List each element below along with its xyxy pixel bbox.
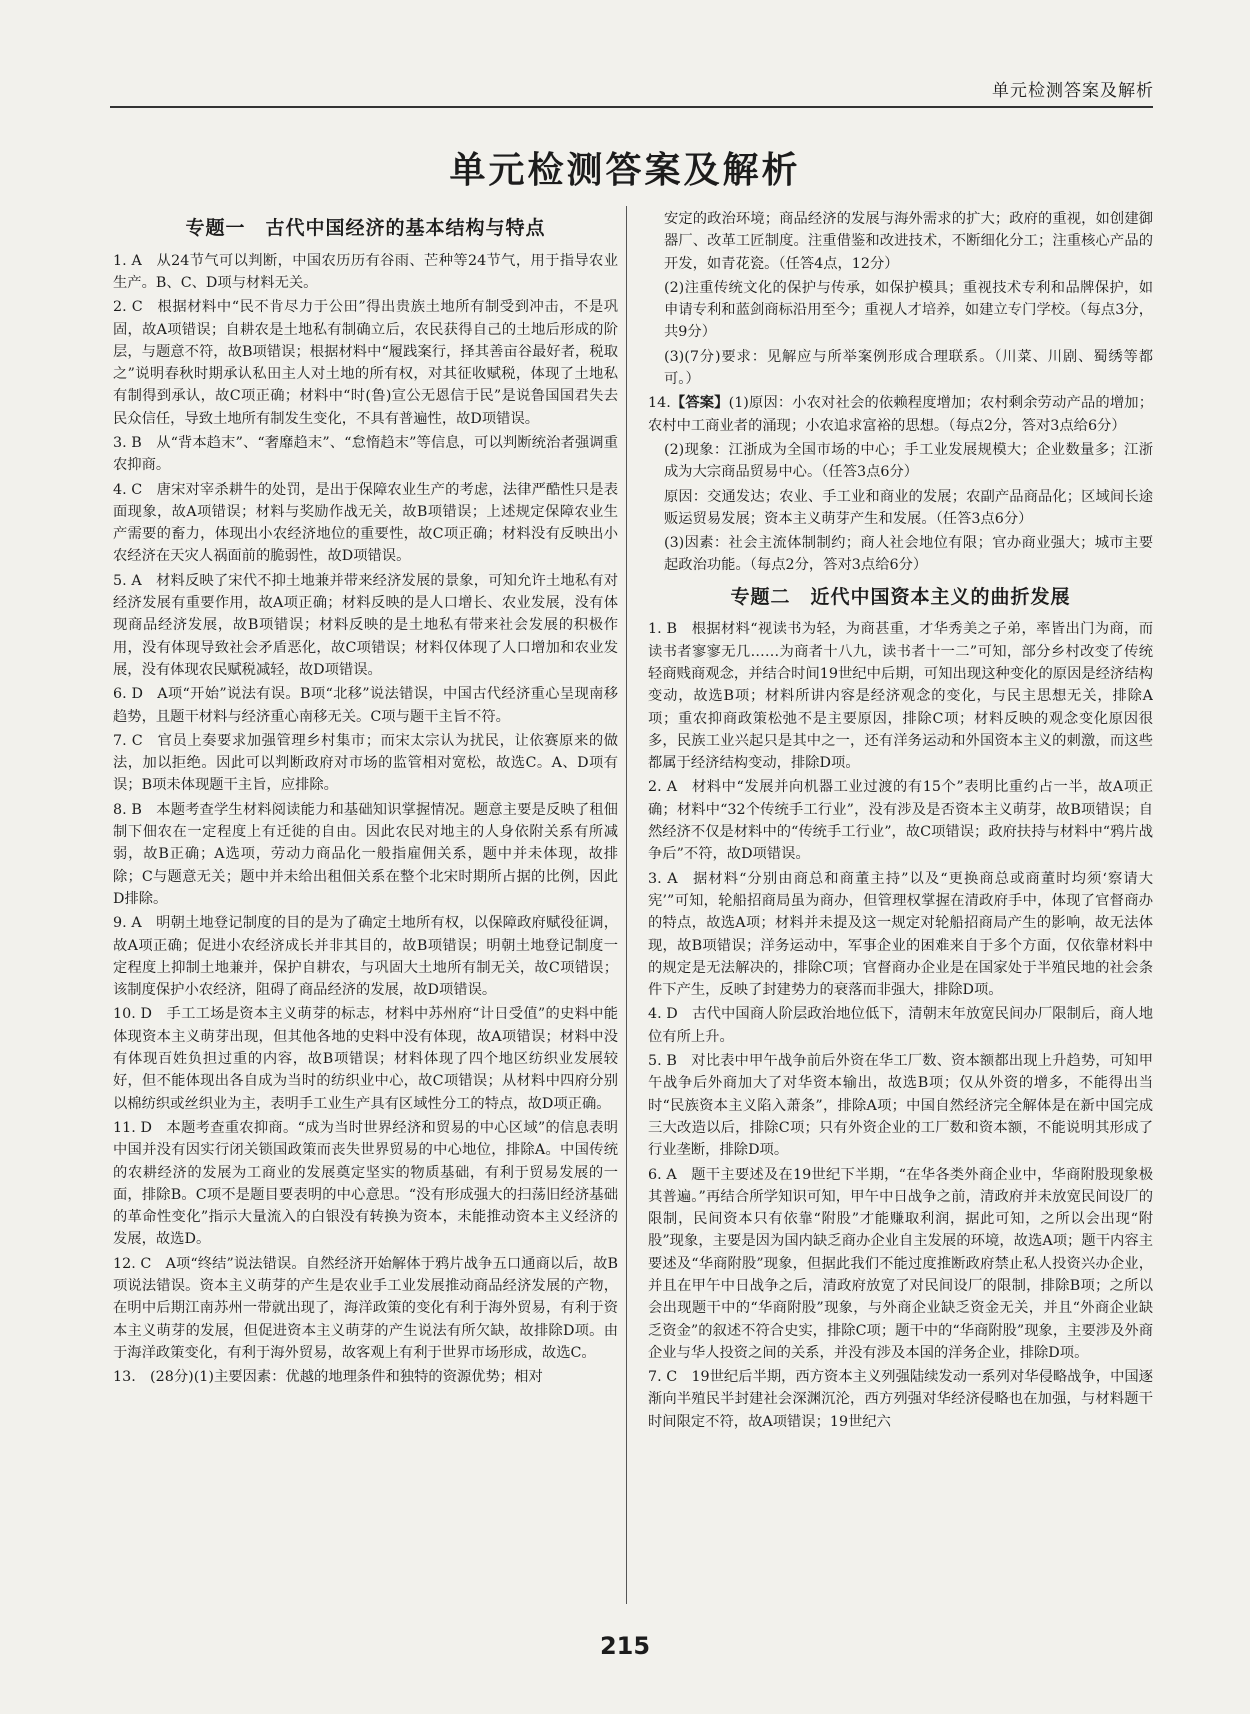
- answer-14-part: (2)现象：江浙成为全国市场的中心；手工业发展规模大；企业数量多；江浙成为大宗商品贸易中心。（任答3点6分）: [664, 441, 1153, 481]
- answer-13-part: (2)注重传统文化的保护与传承，如保护模具；重视技术专利和品牌保护，如申请专利和蓝剑商标沿用至今；重视人才培养，如建立专门学校。（每点3分，共9分）: [664, 279, 1153, 341]
- answer-text: (28分)(1)主要因素：优越的地理条件和独特的资源优势；相对: [150, 1369, 543, 1386]
- answer-number: 7. C: [648, 1369, 678, 1386]
- answer-13-part: 安定的政治环境；商品经济的发展与海外需求的扩大；政府的重视，如创建御器厂、改革工匠制度。注重借鉴和改进技术，不断细化分工；注重核心产品的开发，如青花瓷。（任答4点，12分）: [664, 211, 1153, 272]
- answer-text: 题干主要述及在19世纪下半期，“在华各类外商企业中，华商附股现象极其普遍。”再结合所学知识可知，甲午中日战争之前，清政府并未放宽民间设厂的限制，民间资本只有依靠“附股”才能赚取利润，据此可知，之所以会出现“附股”现象，主要是因为国内缺乏商办企业自主发展的环境，故选A项；题干内容主要述及“华商附股”现象，但据此我们不能过度推断政府禁止私人投资兴办企业，并且在甲午中日战争之后，清政府放宽了对民间设厂的限制，排除B项；之所以会出现题干中的“华商附股”现象，与外商企业缺乏资金无关，并且“外商企业缺乏资金”的叙述不符合史实，排除C项；题干中的“华商附股”现象，主要涉及外商企业与华人投资之间的关系，并没有涉及本国的洋务企业，排除D项。: [648, 1166, 1153, 1361]
- answer-number: 1. B: [648, 621, 678, 638]
- answer-14-part: 原因：交通发达；农业、手工业和商业的发展；农副产品商品化；区域间长途贩运贸易发展；资本主义萌芽产生和发展。（任答3点6分）: [664, 488, 1153, 527]
- answer-text: 本题考查重农抑商。“成为当时世界经济和贸易的中心区域”的信息表明中国并没有因实行闭关锁国政策而丧失世界贸易的中心地位，排除A。中国传统的农耕经济的发展为工商业的发展奠定坚实的物质基础，有利于贸易发展的一面，排除B。C项不是题目要表明的中心意思。“没有形成强大的扫荡旧经济基础的革命性变化”指示大量流入的白银没有转换为资本，未能推动资本主义经济的发展，故选D。: [113, 1119, 618, 1248]
- answer-item: [648, 1366, 1153, 1433]
- answer-text: 从24节气可以判断，中国农历历有谷雨、芒种等24节气，用于指导农业生产。B、C、D项与材料无关。: [113, 252, 618, 291]
- answer-item: [113, 799, 618, 910]
- answer-number: 2. A: [648, 779, 678, 796]
- answer-text: 从“背本趋末”、“奢靡趋末”、“怠惰趋末”等信息，可以判断统治者强调重农抑商。: [113, 435, 618, 474]
- answer-item: [113, 1253, 618, 1364]
- answer-number: 12. C: [113, 1255, 152, 1272]
- answer-text: 材料中“发展并向机器工业过渡的有15个”表明比重约占一半，故A项正确；材料中“32个传统手工行业”，没有涉及是否资本主义萌芽，故B项错误；自然经济不仅是材料中的“传统手工行业”，故C项错误；政府扶持与材料中“鸦片战争后”不符，故D项错误。: [648, 779, 1153, 863]
- answer-text: A项“开始”说法有误。B项“北移”说法错误，中国古代经济重心呈现南移趋势，且题干材料与经济重心南移无关。C项与题干主旨不符。: [113, 686, 618, 725]
- left-column: [113, 208, 618, 1612]
- answer-item: [113, 912, 618, 1001]
- answer-item: [648, 618, 1153, 774]
- page-number: 215: [599, 1632, 651, 1660]
- answer-list-2: [648, 618, 1153, 1433]
- answer-item: [113, 432, 618, 477]
- answer-item: [648, 1003, 1153, 1048]
- answer-number: 10. D: [113, 1006, 152, 1023]
- answer-text: 根据材料“视读书为轻，为商甚重，才华秀美之子弟，率皆出门为商，而读书者寥寥无几……为商者十八九，读书者十一二”可知，部分乡村改变了传统轻商贱商观念，并结合时间19世纪中后期，可知出现这种变化的原因是经济结构变动，故选B项；材料所讲内容是经济观念的变化，与民主思想无关，排除A项；重农抑商政策松弛不是主要原因，排除C项；材料反映的观念变化原因很多，民族工业兴起只是其中之一，还有洋务运动和外国资本主义的刺激，而这些都属于经济结构变动，排除D项。: [648, 621, 1153, 772]
- answer-13-continuation: [648, 208, 1153, 390]
- answer-13-part: (3)(7分)要求：见解应与所举案例形成合理联系。（川菜、川剧、蜀绣等都可。）: [664, 348, 1153, 388]
- answer-number: 8. B: [113, 801, 142, 818]
- answer-text: 根据材料中“民不肯尽力于公田”得出贵族土地所有制受到冲击，不是巩固，故A项错误；自耕农是土地私有制确立后，农民获得自己的土地后形成的阶层，与题意不符，故B项错误；根据材料中“履践案行，择其善亩谷最好者，税取之”说明春秋时期承认私田主人对土地的所有权，对其征收赋税，体现了土地私有制得到承认，故C项正确；材料中“时(鲁)宣公无恩信于民”是说鲁国国君失去民众信任，导致土地所有制发生变化，不具有普遍性，故D项错误。: [113, 299, 618, 427]
- answer-number: 9. A: [113, 915, 142, 932]
- answer-item: [648, 1164, 1153, 1365]
- answer-text: 手工工场是资本主义萌芽的标志，材料中苏州府“计日受值”的史料中能体现资本主义萌芽出现，但其他各地的史料中没有体现，故A项错误；材料中没有体现百姓负担过重的内容，故B项错误；材料体现了四个地区纺织业发展较好，但不能体现出各自成为当时的纺织业中心，故C项错误；从材料中四府分别以棉纺织或丝织业为主，表明手工业生产具有区域性分工的特点，故D项正确。: [113, 1006, 618, 1112]
- answer-number: 4. C: [113, 481, 143, 498]
- answer-text: 本题考查学生材料阅读能力和基础知识掌握情况。题意主要是反映了租佃制下佃农在一定程度上有迁徙的自由。因此农民对地主的人身依附关系有所减弱，故B正确；A选项，劳动力商品化一般指雇佣关系，题中并未体现，故排除；C与题意无关；题中并未给出租佃关系在整个北宋时期所占据的比例，因此D排除。: [113, 801, 618, 907]
- answer-number: 4. D: [648, 1006, 678, 1023]
- answer-number: 3. B: [113, 435, 142, 451]
- answer-text: A项“终结”说法错误。自然经济开始解体于鸦片战争五口通商以后，故B项说法错误。资本主义萌芽的产生是农业手工业发展推动商品经济发展的产物，在明中后期江南苏州一带就出现了，海洋政策的变化有利于海外贸易，有利于资本主义萌芽的发展，但促进资本主义萌芽的产生说法有所欠缺，故排除D项。由于海洋政策变化，有利于海外贸易，故客观上有利于世界市场形成，故选C。: [113, 1255, 618, 1361]
- answer-item: [648, 868, 1153, 1002]
- answer-item: [113, 1117, 618, 1251]
- answer-item: [113, 730, 618, 797]
- answer-number: 5. B: [648, 1053, 677, 1070]
- answer-number: 2. C: [113, 299, 143, 316]
- answer-text: 明朝土地登记制度的目的是为了确定土地所有权，以保障政府赋役征调，故A项正确；促进小农经济成长并非其目的，故B项错误；明朝土地登记制度一定程度上抑制土地兼并，保护自耕农，与巩固大土地所有制无关，故C项错误；该制度保护小农经济，阻碍了商品经济的发展，故D项错误。: [113, 915, 618, 999]
- answer-text: 材料反映了宋代不抑土地兼并带来经济发展的景象，可知允许土地私有对经济发展有重要作用，故A项正确；材料反映的是人口增长、农业发展，没有体现商品经济发展，故B项错误；材料反映的是土地私有带来社会发展的积极作用，没有体现导致社会矛盾恶化，故C项错误；材料仅体现了人口增加和农业发展，没有体现农民赋税减轻，故D项错误。: [113, 572, 618, 678]
- answer-item: [113, 479, 618, 568]
- answer-number: 6. D: [113, 686, 143, 703]
- section-heading-2: 专题二 近代中国资本主义的曲折发展: [730, 585, 1071, 608]
- answer-item: [648, 776, 1153, 865]
- answer-text: 对比表中甲午战争前后外资在华工厂数、资本额都出现上升趋势，可知甲午战争后外商加大了对华资本输出，故选B项；仅从外资的增多，不能得出当时“民族资本主义陷入萧条”，排除A项；中国自然经济完全解体是在新中国完成三大改造以后，排除C项；只有外资企业的工厂数和资本额，不能说明其形成了行业垄断，排除D项。: [648, 1053, 1153, 1159]
- right-column: [648, 208, 1153, 1612]
- answer-number: 1. A: [113, 252, 142, 269]
- answer-item: [648, 1050, 1153, 1161]
- answer-text: (1)原因：小农对社会的依赖程度增加；农村剩余劳动产品的增加；农村中工商业者的涌现；小农追求富裕的思想。（每点2分，答对3点给6分）: [648, 395, 1153, 434]
- answer-text: 唐宋对宰杀耕牛的处罚，是出于保障农业生产的考虑，法律严酷性只是表面现象，故A项错误；材料与奖励作战无关，故B项错误；上述规定保障农业生产需要的畜力，体现出小农经济地位的重要性，故C项正确；材料没有反映出小农经济在天灾人祸面前的脆弱性，故D项错误。: [113, 481, 618, 565]
- page-title: 单元检测答案及解析: [449, 150, 801, 191]
- answer-list-1: [113, 250, 618, 1389]
- answer-item: [113, 683, 618, 728]
- column-divider: [626, 206, 627, 1604]
- header-rule: [110, 106, 1153, 108]
- answer-number: 3. A: [648, 870, 678, 887]
- answer-number: 14.: [648, 395, 671, 412]
- answer-text: 官员上奏要求加强管理乡村集市；而宋太宗认为扰民，让依赛原来的做法，加以拒绝。因此可以判断政府对市场的监管相对宽松，故选C。A、D项有误；B项未体现题干主旨，应排除。: [113, 732, 618, 794]
- answer-number: 7. C: [113, 732, 143, 749]
- answer-number: 5. A: [113, 572, 142, 589]
- answer-item: [113, 296, 618, 430]
- answer-number: 13.: [113, 1369, 136, 1386]
- answer-number: 6. A: [648, 1166, 677, 1183]
- answer-item: [113, 1366, 618, 1388]
- answer-14: [648, 392, 1153, 437]
- answer-text: 据材料“分别由商总和商董主持”以及“更换商总或商董时均须‘察请大宪’”可知，轮船招商局虽为商办，但管理权掌握在清政府手中，体现了官督商办的特点，故选A项；材料并未提及这一规定对轮船招商局产生的影响，故无法体现，故B项错误；洋务运动中，军事企业的困难来自于多个方面，仅依靠材料中的规定是无法解决的，排除C项；官督商办企业是在国家处于半殖民地的社会条件下产生，反映了封建势力的衰落而非强大，排除D项。: [648, 870, 1153, 999]
- answer-item: [113, 1003, 618, 1114]
- answer-label: 【答案】: [670, 395, 729, 412]
- answer-text: 19世纪后半期，西方资本主义列强陆续发动一系列对华侵略战争，中国逐渐向半殖民半封建社会深渊沉沦，西方列强对华经济侵略也在加强，与材料题干时间限定不符，故A项错误；19世纪六: [648, 1369, 1153, 1430]
- answer-number: 11. D: [113, 1119, 152, 1136]
- answer-item: [113, 250, 618, 295]
- running-header: 单元检测答案及解析: [992, 81, 1154, 101]
- section-heading-1: 专题一 古代中国经济的基本结构与特点: [185, 217, 546, 239]
- answer-text: 古代中国商人阶层政治地位低下，清朝末年放宽民间办厂限制后，商人地位有所上升。: [648, 1006, 1153, 1045]
- answer-14-part: (3)因素：社会主流体制制约；商人社会地位有限；官办商业强大；城市主要起政治功能。（每点2分，答对3点给6分）: [664, 535, 1153, 574]
- answer-item: [113, 570, 618, 681]
